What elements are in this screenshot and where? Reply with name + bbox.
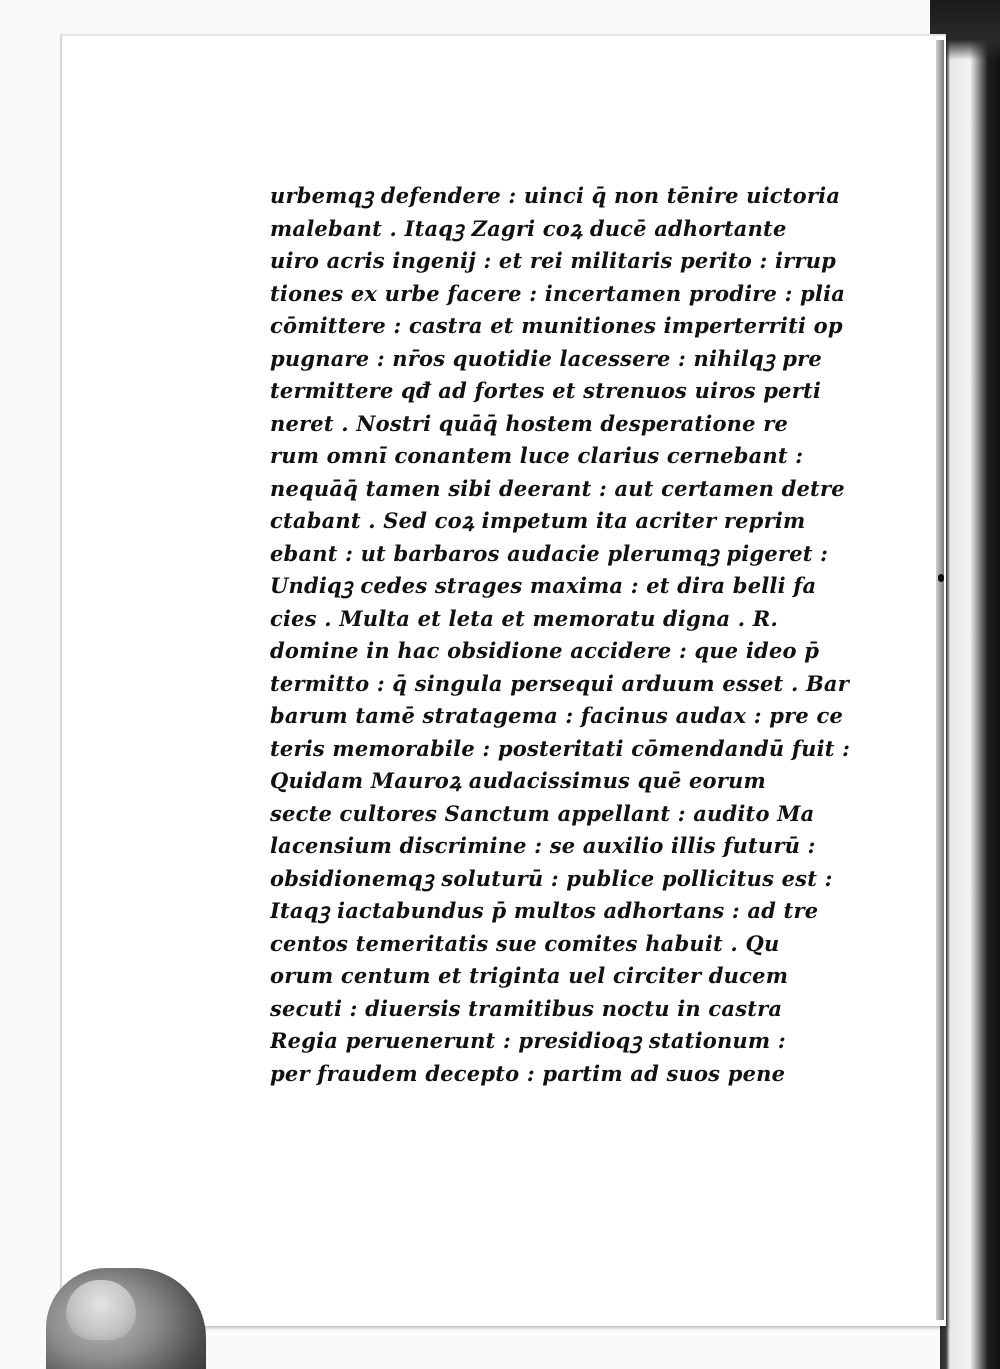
text-line: termittere qđ ad fortes et strenuos uiros perti: [270, 378, 822, 403]
text-line: cies . Multa et leta et memoratu digna . R.: [270, 605, 778, 631]
text-line: lacensium discrimine : se auxilio illis futurū :: [270, 833, 816, 858]
text-line: secuti : diuersis tramitibus noctu in castra: [270, 995, 783, 1021]
text-line: obsidionemqꝫ soluturū : publice pollicitus est :: [270, 865, 833, 891]
text-line: uiro acris ingenij : et rei militaris perito : irrup: [270, 248, 837, 273]
page-edge: [936, 40, 944, 1320]
text-line: urbemqꝫ defendere : uinci q̄ non tēnire uictoria: [270, 183, 841, 208]
text-line: orum centum et triginta uel circiter ducem: [270, 963, 789, 988]
book-binding: [940, 0, 1000, 1369]
text-line: centos temeritatis sue comites habuit . Qu: [270, 930, 780, 956]
text-line: termitto : q̄ singula persequi arduum esset . Bar: [270, 670, 849, 696]
text-line: Regia peruenerunt : presidioqꝫ stationum :: [270, 1028, 786, 1053]
text-line: neret . Nostri quāq̄ hostem desperatione re: [270, 410, 789, 436]
text-line: ebant : ut barbaros audacie plerumqꝫ pigeret :: [270, 540, 829, 566]
text-line: Undiqꝫ cedes strages maxima : et dira belli fa: [270, 573, 817, 598]
text-line: teris memorabile : posteritati cōmendandū fuit :: [270, 735, 851, 761]
text-line: malebant . Itaqꝫ Zagri coꝝ ducē adhortante: [270, 215, 787, 241]
text-line: cōmittere : castra et munitiones imperterriti op: [270, 313, 843, 338]
text-line: barum tamē stratagema : facinus audax : pre ce: [270, 703, 844, 728]
ink-spot: [938, 574, 944, 582]
text-line: tiones ex urbe facere : incertamen prodire : plia: [270, 280, 846, 306]
thumbnail-nail: [66, 1280, 136, 1340]
text-line: ctabant . Sed coꝝ impetum ita acriter reprim: [270, 508, 806, 533]
text-line: nequāq̄ tamen sibi deerant : aut certamen detre: [270, 475, 845, 501]
text-line: domine in hac obsidione accidere : que ideo p̄: [270, 638, 820, 663]
text-line: rum omnī conantem luce clarius cernebant :: [270, 443, 804, 468]
text-line: per fraudem decepto : partim ad suos pene: [270, 1060, 786, 1086]
text-line: secte cultores Sanctum appellant : audito Ma: [270, 800, 815, 826]
text-line: Itaqꝫ iactabundus p̄ multos adhortans : ad tre: [270, 898, 819, 923]
text-line: pugnare : nr̄os quotidie lacessere : nihilqꝫ pre: [270, 345, 822, 371]
manuscript-text: [270, 180, 860, 1090]
text-line: Quidam Mauroꝝ audacissimus quē eorum: [270, 768, 766, 793]
